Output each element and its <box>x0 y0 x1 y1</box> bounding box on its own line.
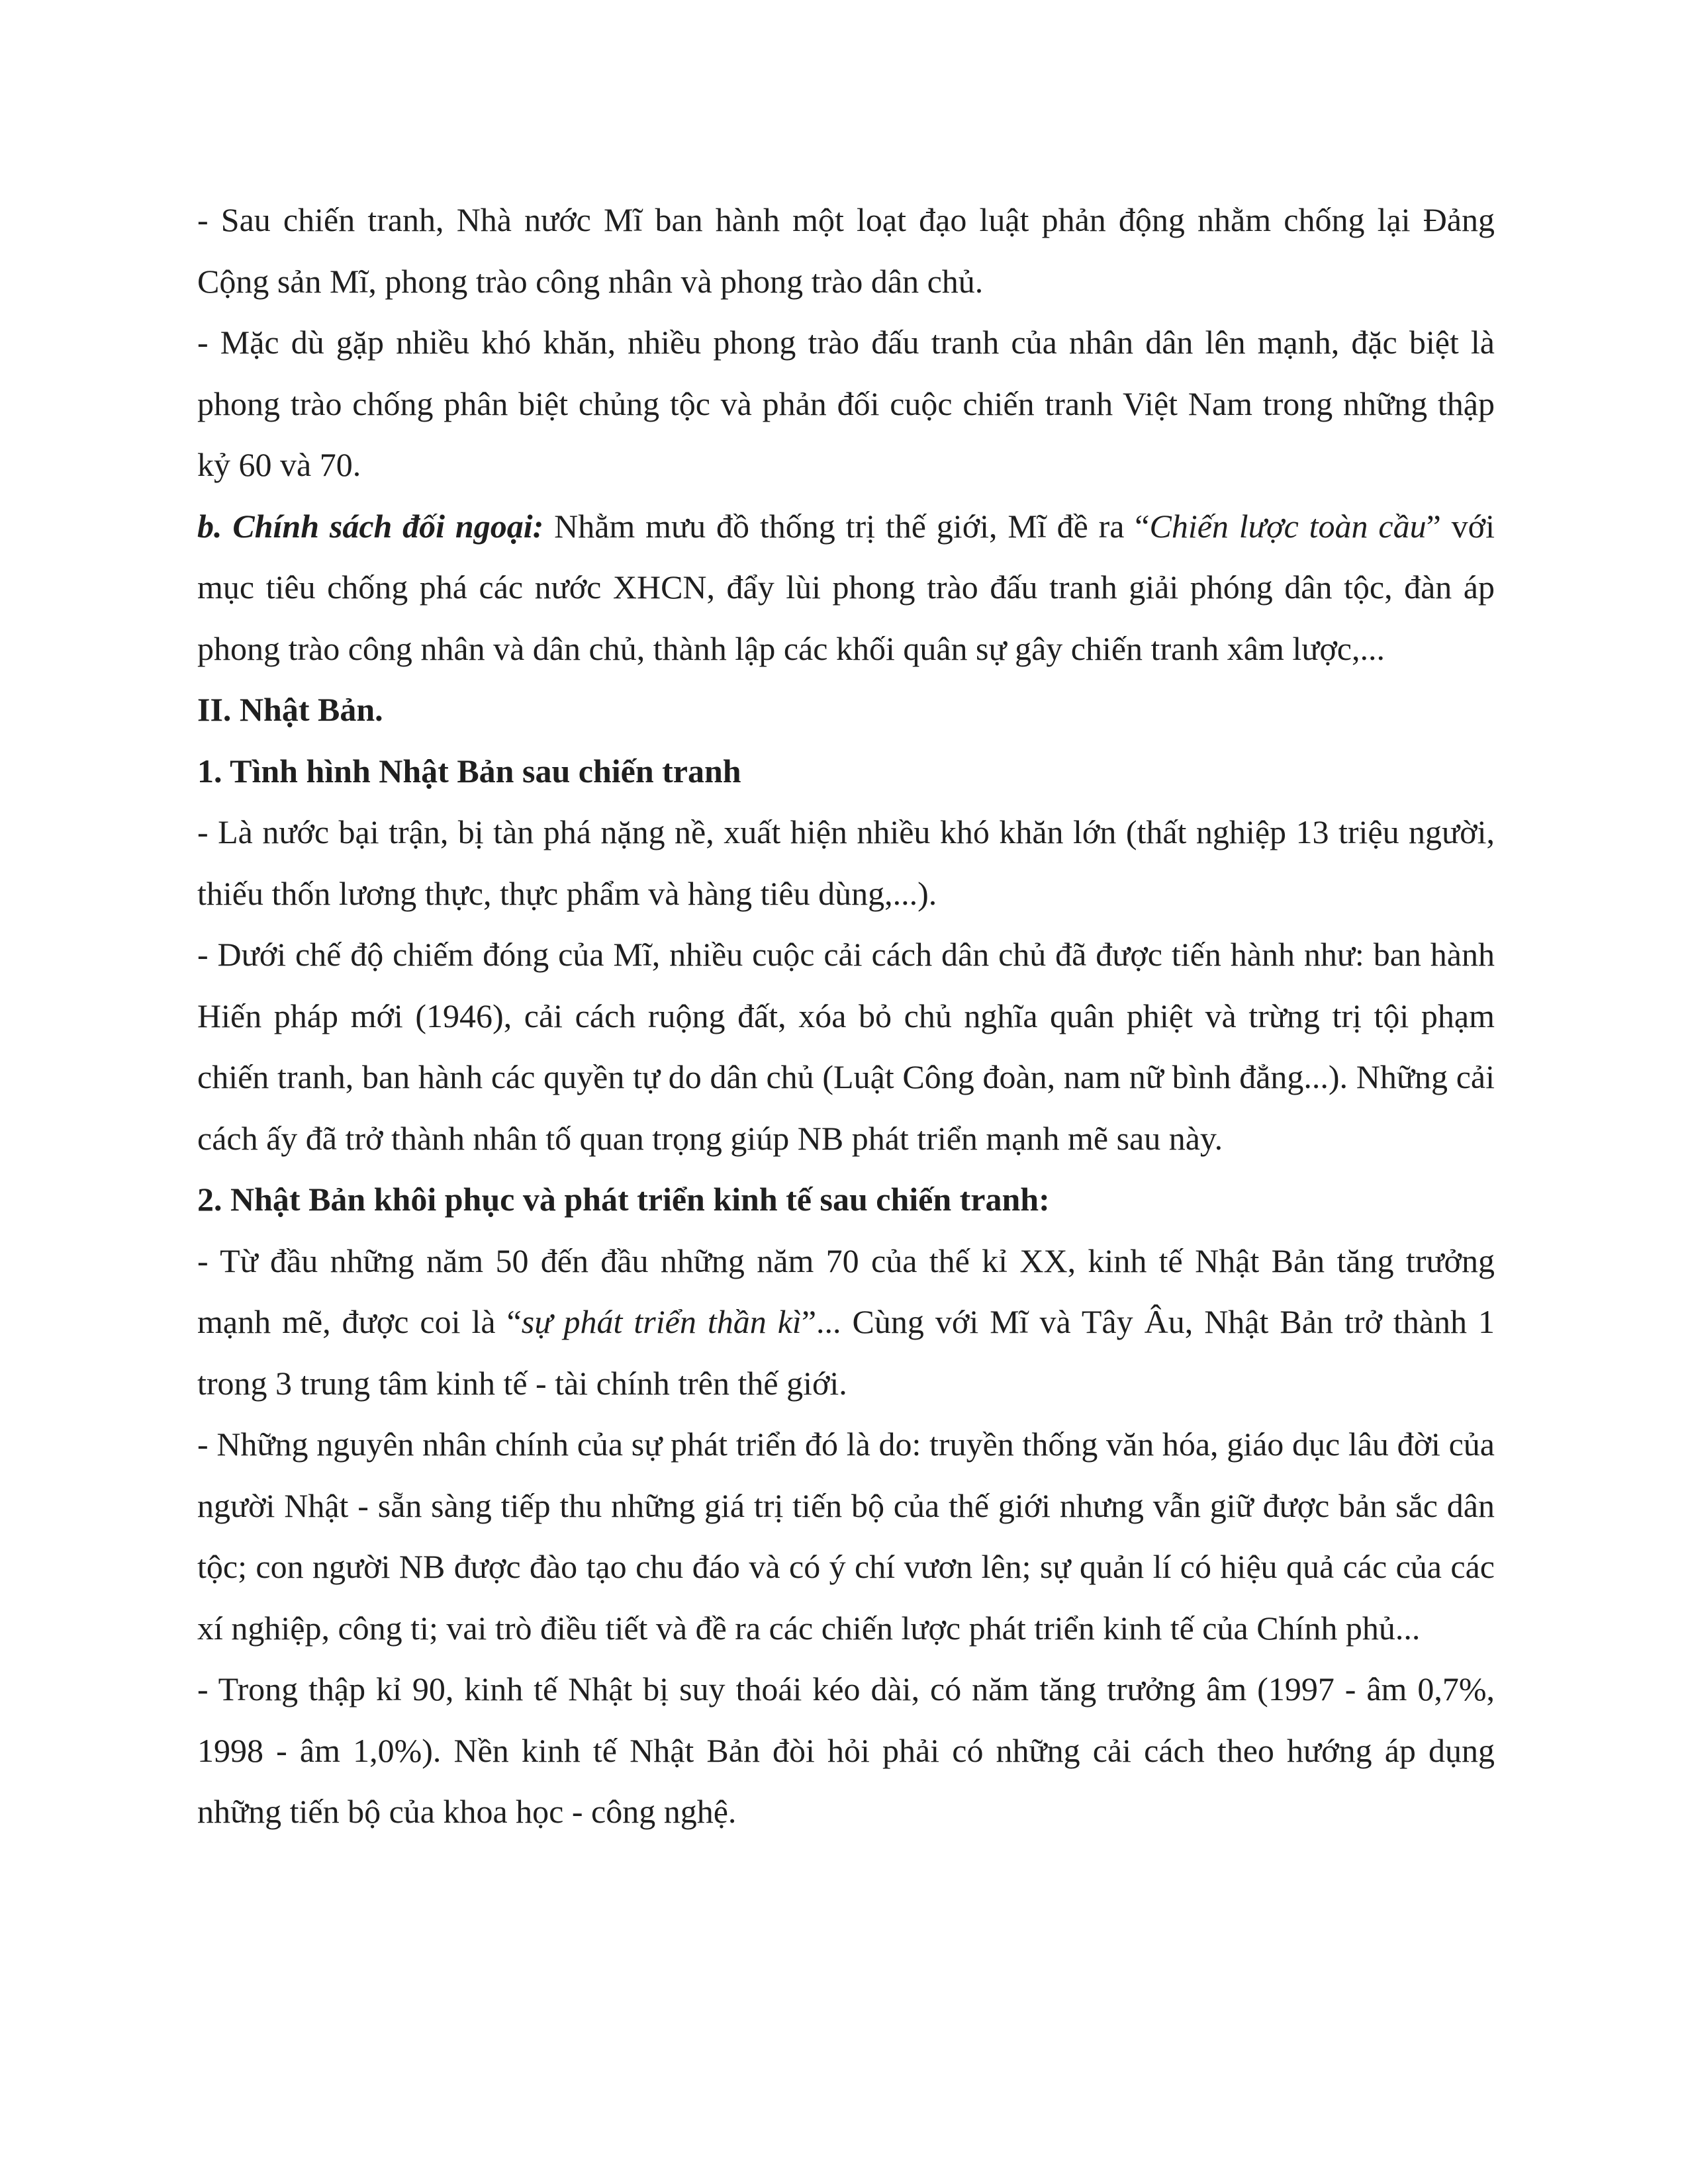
paragraph-democratic-reforms: - Dưới chế độ chiếm đóng của Mĩ, nhiều cuộc cải cách dân chủ đã được tiến hành như: ban hành Hiến pháp mới (1946), cải cách ruộng đất, xóa bỏ chủ nghĩa quân phiệt và trừng trị tội phạm chiến tranh, ban hành các quyền tự do dân chủ (Luật Công đoàn, nam nữ bình đẳng...). Những cải cách ấy đã trở thành nhân tố quan trọng giúp NB phát triển mạnh mẽ sau này. <box>197 936 1495 1157</box>
foreign-policy-label: b. Chính sách đối ngoại: <box>197 507 544 545</box>
section-heading-japan: II. Nhật Bản. <box>197 691 383 728</box>
paragraph-struggle-movements: - Mặc dù gặp nhiều khó khăn, nhiều phong trào đấu tranh của nhân dân lên mạnh, đặc biệt là phong trào chống phân biệt chủng tộc và phản đối cuộc chiến tranh Việt Nam trong những thập kỷ 60 và 70. <box>197 324 1495 483</box>
economic-miracle-text-after: ”... Cùng với Mĩ và Tây Âu, Nhật Bản trở thành 1 trong 3 trung tâm kinh tế - tài chính trên thế giới. <box>197 1303 1495 1402</box>
subsection-heading-postwar-situation: 1. Tình hình Nhật Bản sau chiến tranh <box>197 752 741 790</box>
paragraph-nineties-recession: - Trong thập kỉ 90, kinh tế Nhật bị suy thoái kéo dài, có năm tăng trưởng âm (1997 - âm 0,7%, 1998 - âm 1,0%). Nền kinh tế Nhật Bản đòi hỏi phải có những cải cách theo hướng áp dụng những tiến bộ của khoa học - công nghệ. <box>197 1670 1495 1830</box>
paragraph-economic-miracle <box>197 1230 1495 1414</box>
document-body <box>197 189 1495 1843</box>
paragraph-defeated-nation: - Là nước bại trận, bị tàn phá nặng nề, xuất hiện nhiều khó khăn lớn (thất nghiệp 13 triệu người, thiếu thốn lương thực, thực phẩm và hàng tiêu dùng,...). <box>197 813 1495 912</box>
economic-miracle-text-before: - Từ đầu những năm 50 đến đầu những năm 70 của thế kỉ XX, kinh tế Nhật Bản tăng trưởng mạnh mẽ, được coi là “ <box>197 1242 1495 1340</box>
global-strategy-emphasis: Chiến lược toàn cầu <box>1149 507 1427 545</box>
paragraph-foreign-policy <box>197 496 1495 680</box>
foreign-policy-text-before: Nhằm mưu đồ thống trị thế giới, Mĩ đề ra “ <box>543 507 1150 545</box>
paragraph-postwar-laws: - Sau chiến tranh, Nhà nước Mĩ ban hành một loạt đạo luật phản động nhằm chống lại Đảng Cộng sản Mĩ, phong trào công nhân và phong trào dân chủ. <box>197 201 1495 300</box>
subsection-heading-economic-recovery: 2. Nhật Bản khôi phục và phát triển kinh tế sau chiến tranh: <box>197 1181 1050 1218</box>
paragraph-growth-causes: - Những nguyên nhân chính của sự phát triển đó là do: truyền thống văn hóa, giáo dục lâu đời của người Nhật - sẵn sàng tiếp thu những giá trị tiến bộ của thế giới nhưng vẫn giữ được bản sắc dân tộc; con người NB được đào tạo chu đáo và có ý chí vươn lên; sự quản lí có hiệu quả các của các xí nghiệp, công ti; vai trò điều tiết và đề ra các chiến lược phát triển kinh tế của Chính phủ... <box>197 1426 1495 1647</box>
foreign-policy-text-after: ” với mục tiêu chống phá các nước XHCN, đẩy lùi phong trào đấu tranh giải phóng dân tộc, đàn áp phong trào công nhân và dân chủ, thành lập các khối quân sự gây chiến tranh xâm lược,... <box>197 507 1495 667</box>
miracle-emphasis: sự phát triển thần kì <box>521 1303 802 1340</box>
